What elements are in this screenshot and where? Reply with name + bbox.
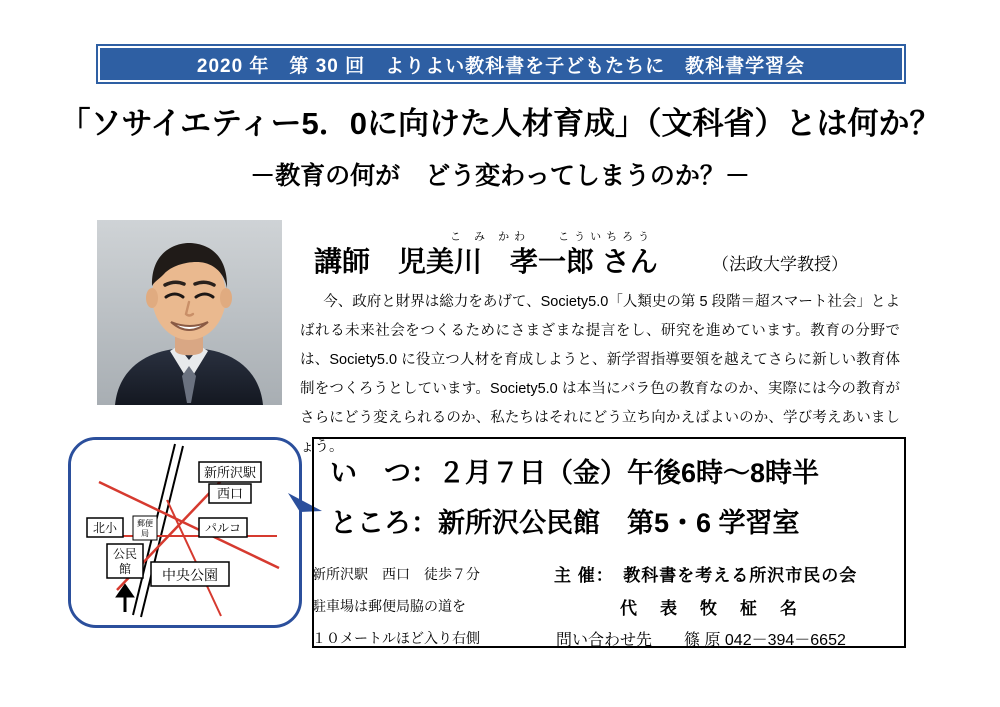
- access-notes: [312, 558, 522, 654]
- event-venue: ところ：新所沢公民館 第5・6 学習室: [330, 508, 800, 538]
- speaker-name: 講師 児美川 孝一郎 さん: [314, 246, 658, 277]
- speaker-block: [300, 228, 900, 280]
- svg-text:中央公園: 中央公園: [162, 567, 218, 583]
- event-datetime: い つ：２月７日（金）午後6時〜8時半: [330, 458, 820, 488]
- description-text: [300, 288, 900, 462]
- access-note-1: 新所沢駅 西口 徒歩７分: [312, 566, 480, 582]
- speaker-affiliation: （法政大学教授）: [712, 255, 848, 274]
- svg-text:公民: 公民: [112, 547, 138, 561]
- description-paragraph: 今、政府と財界は総力をあげて、Society5.0「人類史の第 5 段階＝超スマート社会」とよばれる未来社会をつくるためにさまざまな提言をし、研究を進めています。教育の分野では、Society5.0 に役立つ人材を育成しようと、新学習指導要領を越えてさらに新しい教育体制をつくろうとしています。Society5.0 は本当にバラ色の教育なのか、実際には今の教育がさらにどう変えられるのか、私たちはそれにどう立ち向かえばよいのか、学び考えあいましょう。: [300, 294, 900, 455]
- svg-text:パルコ: パルコ: [204, 521, 242, 535]
- access-note-2: 駐車場は郵便局脇の道を: [312, 598, 466, 614]
- page-subtitle: －教育の何が どう変わってしまうのか？－: [250, 162, 750, 190]
- event-contact: 問い合わせ先 篠 原 042－394－6652: [556, 632, 846, 649]
- event-representative: 代 表 牧 柾 名: [620, 599, 800, 618]
- access-note-3: １０メートルほど入り右側: [312, 630, 480, 646]
- svg-text:郵便: 郵便: [137, 519, 153, 528]
- header-banner-text: 2020 年 第 30 回 よりよい教科書を子どもたちに 教科書学習会: [196, 55, 806, 77]
- svg-text:局: 局: [141, 529, 149, 538]
- svg-text:西口: 西口: [216, 486, 244, 501]
- svg-text:館: 館: [118, 562, 132, 576]
- event-host: 主 催： 教科書を考える所沢市民の会: [554, 566, 858, 585]
- header-banner-inner: [98, 46, 904, 82]
- svg-text:新所沢駅: 新所沢駅: [203, 465, 257, 480]
- speaker-ruby-given: こういちろう: [558, 231, 655, 243]
- speaker-portrait-photo: [97, 220, 282, 405]
- speaker-ruby-family: こ み かわ: [450, 231, 531, 243]
- header-banner: [96, 44, 906, 84]
- page-title: 「ソサイエティー5．0に向けた人材育成」（文科省）とは何か？: [59, 106, 941, 141]
- svg-text:北小: 北小: [92, 521, 118, 535]
- access-map: [68, 437, 302, 628]
